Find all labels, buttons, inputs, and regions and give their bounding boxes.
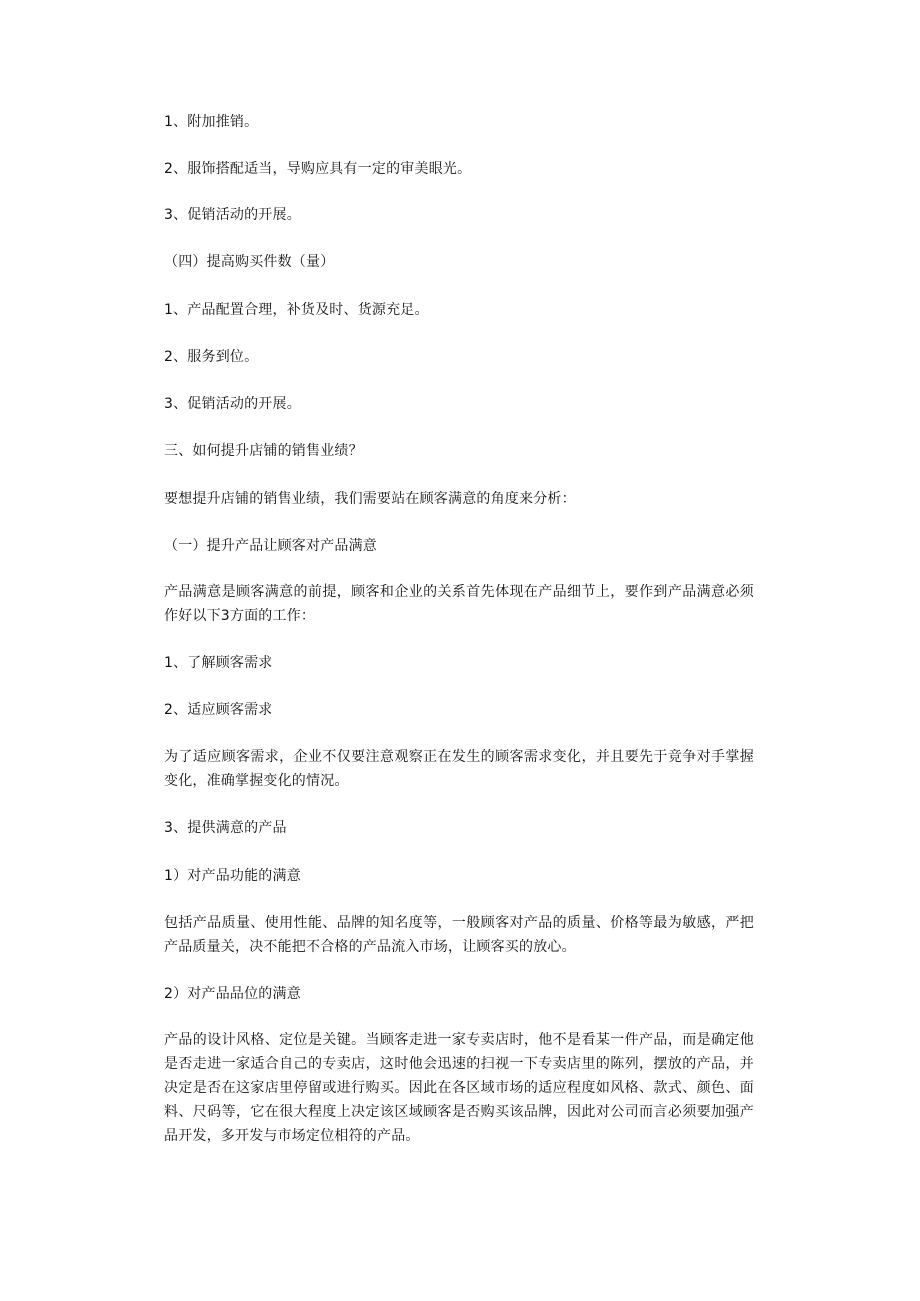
sub-item-taste-satisfaction: 2）对产品品位的满意 bbox=[164, 986, 301, 1002]
list-item-service: 2、服务到位。 bbox=[164, 349, 259, 365]
list-item-outfit-matching: 2、服饰搭配适当，导购应具有一定的审美眼光。 bbox=[164, 161, 472, 177]
section-heading-product-satisfaction: （一）提升产品让顾客对产品满意 bbox=[164, 538, 377, 554]
paragraph-intro: 要想提升店铺的销售业绩，我们需要站在顾客满意的角度来分析： bbox=[164, 491, 576, 507]
list-item-satisfying-products: 3、提供满意的产品 bbox=[164, 820, 287, 836]
list-item-understand-needs: 1、了解顾客需求 bbox=[164, 655, 273, 671]
paragraph-product-satisfaction: 产品满意是顾客满意的前提，顾客和企业的关系首先体现在产品细节上，要作到产品满意必须作好以下3方面的工作： bbox=[164, 584, 754, 624]
sub-item-function-satisfaction: 1）对产品功能的满意 bbox=[164, 868, 301, 884]
paragraph-adapt-needs: 为了适应顾客需求，企业不仅要注意观察正在发生的顾客需求变化，并且要先于竞争对手掌握变化，准确掌握变化的情况。 bbox=[164, 749, 754, 789]
list-item-product-allocation: 1、产品配置合理，补货及时、货源充足。 bbox=[164, 302, 429, 318]
paragraph-taste-satisfaction: 产品的设计风格、定位是关键。当顾客走进一家专卖店时，他不是看某一件产品，而是确定他是否走进一家适合自己的专卖店，这时他会迅速的扫视一下专卖店里的陈列，摆放的产品，并决定是否在这家店里停留或进行购买。因此在各区域市场的适应程度如风格、款式、颜色、面料、尺码等，它在很大程度上决定该区域顾客是否购买该品牌，因此对公司而言必须要加强产品开发，多开发与市场定位相符的产品。 bbox=[164, 1032, 754, 1144]
paragraph-function-satisfaction: 包括产品质量、使用性能、品牌的知名度等，一般顾客对产品的质量、价格等最为敏感，严把产品质量关，决不能把不合格的产品流入市场，让顾客买的放心。 bbox=[164, 915, 754, 955]
section-heading-improve-sales: 三、如何提升店铺的销售业绩？ bbox=[164, 443, 363, 459]
section-heading-increase-quantity: （四）提高购买件数（量） bbox=[164, 254, 335, 270]
list-item-promotion: 3、促销活动的开展。 bbox=[164, 207, 301, 223]
list-item-adapt-needs: 2、适应顾客需求 bbox=[164, 702, 273, 718]
list-item-promotion-2: 3、促销活动的开展。 bbox=[164, 396, 301, 412]
list-item-upsell: 1、附加推销。 bbox=[164, 114, 259, 130]
